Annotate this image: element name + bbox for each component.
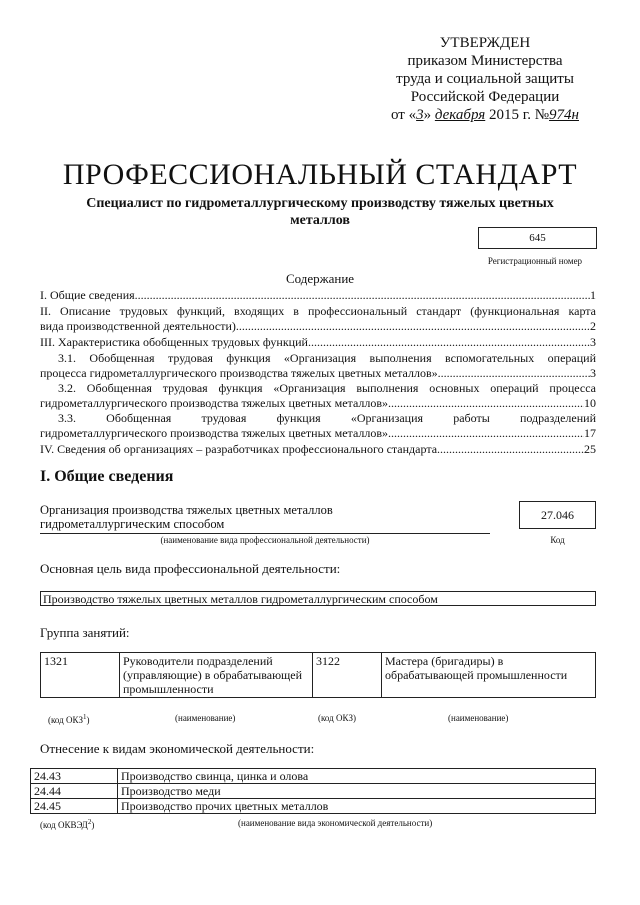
page-title: ПРОФЕССИОНАЛЬНЫЙ СТАНДАРТ — [62, 158, 578, 191]
groups-label: Группа занятий: — [40, 625, 130, 640]
okved-code: 24.44 — [31, 784, 118, 799]
okz-code-1: 1321 — [41, 653, 120, 698]
toc-item-3-1-line-2[interactable]: процесса гидрометаллургического производства тяжелых цветных металлов» ..... 3 — [40, 366, 596, 381]
econ-label: Отнесение к видам экономической деятельности: — [40, 741, 315, 756]
toc-item-3-2-line-2[interactable]: гидрометаллургического производства тяжелых цветных металлов» ..... 10 — [40, 396, 596, 411]
toc-item-3-2-line-1[interactable]: 3.2. Обобщенная трудовая функция «Организация выполнения основных операций процесса — [58, 381, 596, 395]
activity-name: Организация производства тяжелых цветных металлов гидрометаллургическим способом — [40, 503, 490, 534]
okved-code: 24.45 — [31, 799, 118, 814]
approval-month: декабря — [434, 107, 486, 123]
name-caption-2: (наименование) — [448, 713, 509, 723]
registration-label: Регистрационный номер — [487, 256, 583, 266]
toc-item-1[interactable]: I. Общие сведения ..... 1 — [40, 288, 596, 303]
table-row — [31, 799, 596, 814]
toc-item-3-3-line-1[interactable]: 3.3. Обобщенная трудовая функция «Организация работы подразделений — [58, 411, 596, 425]
okved-name: Производство прочих цветных металлов — [118, 799, 596, 814]
approval-line-1: УТВЕРЖДЕН — [439, 35, 531, 51]
toc-title: Содержание — [285, 271, 355, 286]
activity-code: 27.046 — [519, 501, 596, 529]
okz-caption-1: (код ОКЗ$^1$) — [48, 713, 90, 725]
okz-caption-2: (код ОКЗ) — [318, 713, 356, 723]
table-row — [41, 653, 596, 698]
toc-item-2-line-1[interactable]: II. Описание трудовых функций, входящих в профессиональный стандарт (функциональная карта — [40, 304, 596, 318]
toc-item-4[interactable]: IV. Сведения об организациях – разработчиках профессионального стандарта ..... 25 — [40, 442, 596, 457]
okved-name: Производство свинца, цинка и олова — [118, 769, 596, 784]
okz-code-2: 3122 — [313, 653, 382, 698]
toc-item-3-3-line-2[interactable]: гидрометаллургического производства тяжелых цветных металлов» ..... 17 — [40, 426, 596, 441]
okved-name-caption: (наименование вида экономической деятельности) — [238, 818, 433, 828]
occupation-groups-table — [40, 652, 596, 698]
approval-date: от «3» декабря 2015 г. №974н — [391, 107, 579, 123]
toc-item-2-line-2[interactable]: вида производственной деятельности) ..... 2 — [40, 319, 596, 334]
approval-line-2: приказом Министерства — [407, 53, 563, 69]
approval-line-3: труда и социальной защиты — [396, 71, 574, 87]
okved-code-caption: (код ОКВЭД$^2$) — [40, 818, 95, 830]
okved-code: 24.43 — [31, 769, 118, 784]
registration-number: 645 — [478, 227, 597, 249]
page-subtitle: Специалист по гидрометаллургическому производству тяжелых цветных металлов — [86, 196, 554, 228]
table-row — [31, 784, 596, 799]
table-row — [31, 769, 596, 784]
goal-value: Производство тяжелых цветных металлов гидрометаллургическим способом — [40, 591, 596, 606]
okz-name-1: Руководители подразделений (управляющие) в обрабатывающей промышленности — [120, 653, 313, 698]
okz-name-2: Мастера (бригадиры) в обрабатывающей промышленности — [382, 653, 596, 698]
section-heading: I. Общие сведения — [40, 468, 174, 485]
approval-number: 974н — [549, 107, 579, 123]
approval-day: 3 — [416, 107, 424, 123]
approval-block — [380, 34, 590, 124]
activity-caption: (наименование вида профессиональной деятельности) — [160, 535, 370, 545]
toc-item-3[interactable]: III. Характеристика обобщенных трудовых функций ..... 3 — [40, 335, 596, 350]
okved-table — [30, 768, 596, 814]
okved-name: Производство меди — [118, 784, 596, 799]
approval-line-4: Российской Федерации — [410, 89, 560, 105]
code-caption: Код — [550, 535, 565, 545]
goal-label: Основная цель вида профессиональной деятельности: — [40, 561, 341, 576]
toc-item-3-1-line-1[interactable]: 3.1. Обобщенная трудовая функция «Организация выполнения вспомогательных операций — [58, 351, 596, 365]
name-caption-1: (наименование) — [175, 713, 236, 723]
